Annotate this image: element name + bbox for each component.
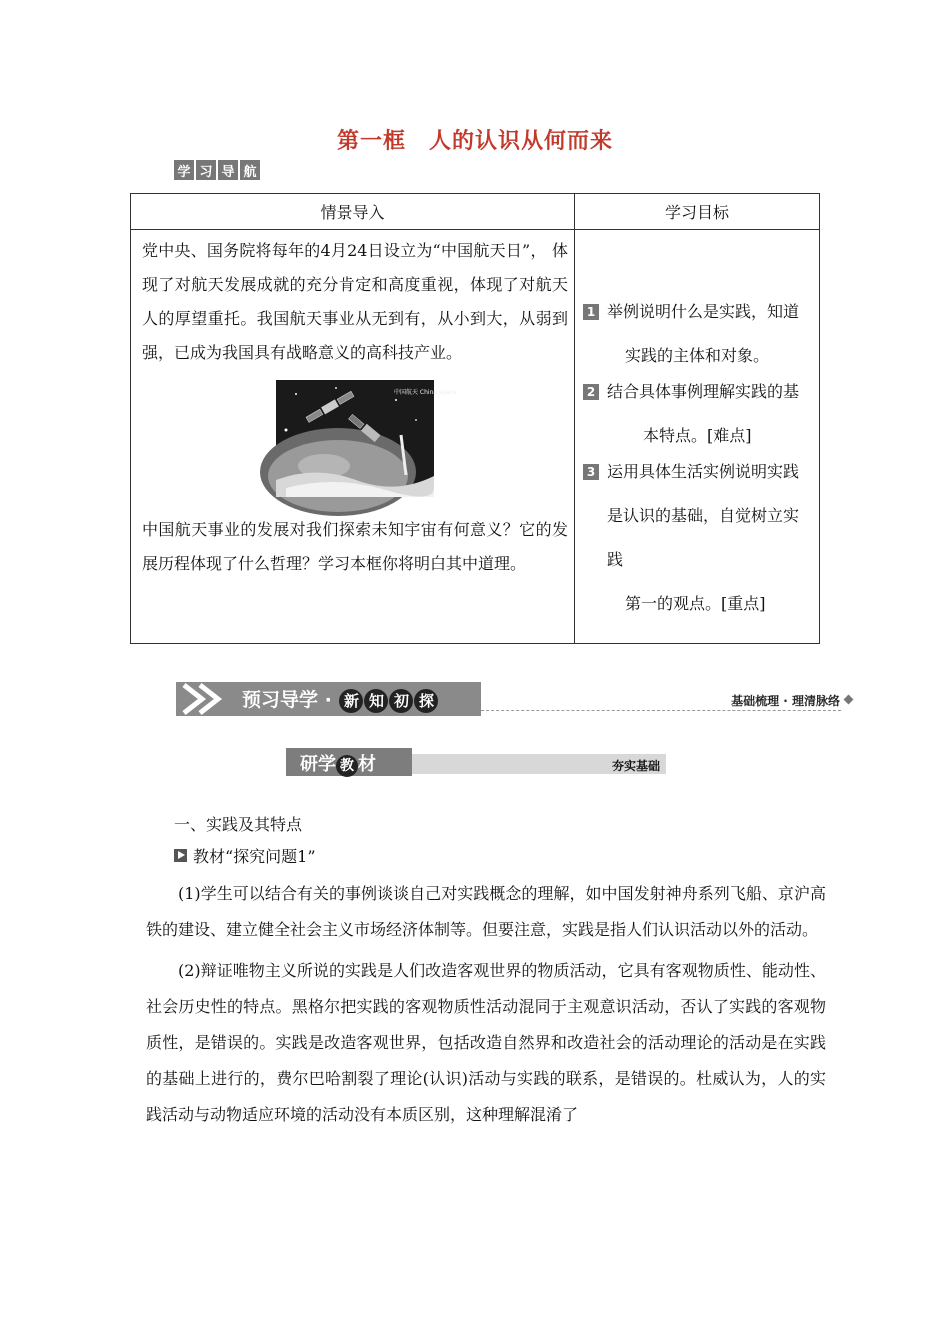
double-chevron-icon — [176, 682, 236, 716]
diamond-icon — [844, 695, 854, 705]
intro-text: 党中央、国务院将每年的4月24日设立为“中国航天日”， 体现了对航天发展成就的充分肯定和高度重视，体现了对航天人的厚望重托。我国航天事业从无到有，从小到大，从弱到强，已成为我国具有战略意义的高科技产业。 — [142, 241, 568, 362]
paragraph: (2)辩证唯物主义所说的实践是人们改造客观世界的物质活动，它具有客观物质性、能动性、社会历史性的特点。黑格尔把实践的客观物质性活动混同于主观意识活动，否认了实践的客观物质性，是错误的。实践是改造客观世界，包括改造自然界和改造社会的活动理论的活动是在实践的基础上进行的，费尔巴哈割裂了理论(认识)活动与实践的联系，是错误的。杜威认为，人的实践活动与动物适应环境的活动没有本质区别，这种理解混淆了 — [146, 961, 826, 1124]
badge-char: 习 — [196, 160, 216, 180]
goal-text: 本特点。[难点] — [643, 426, 752, 445]
material-label: 教材“探究问题1” — [193, 847, 316, 866]
badge-char: 航 — [240, 160, 260, 180]
goal-text: 实践的主体和对象。 — [625, 346, 770, 365]
banner-char: 初 — [389, 689, 413, 713]
header-scenario: 情景导入 — [131, 194, 575, 230]
goal-text: 举例说明什么是实践，知道 — [607, 302, 800, 321]
sub-banner-title-a: 研学 — [300, 754, 336, 775]
study-guide-badge — [174, 160, 260, 180]
space-image — [276, 380, 457, 497]
paragraph: (1)学生可以结合有关的事例谈谈自己对实践概念的理解，如中国发射神舟系列飞船、京沪高铁的建设、建立健全社会主义市场经济体制等。但要注意，实践是指人们认识活动以外的活动。 — [146, 884, 826, 939]
header-goals: 学习目标 — [575, 194, 820, 230]
sub-banner-subtitle: 夯实基础 — [611, 759, 660, 773]
banner-subtitle: 基础梳理 · 理清脉络 — [731, 694, 840, 708]
play-icon — [174, 849, 187, 862]
goal-item — [583, 450, 811, 626]
study-guide-table — [130, 193, 820, 644]
sub-banner-char: 教 — [336, 755, 358, 777]
badge-char: 导 — [218, 160, 238, 180]
sub-banner-title-b: 材 — [358, 754, 376, 775]
badge-char: 学 — [174, 160, 194, 180]
sub-banner-bar — [286, 748, 412, 776]
image-caption: 中国航天 China space — [394, 389, 457, 396]
goal-number-icon: 1 — [583, 304, 599, 320]
page-title: 第一框 人的认识从何而来 — [336, 129, 613, 154]
banner-title-a: 预习导学 · — [242, 689, 339, 711]
goal-text: 是认识的基础，自觉树立实践 — [607, 506, 800, 569]
study-material-banner — [286, 748, 666, 776]
body-text — [146, 876, 826, 1138]
banner-char: 探 — [414, 689, 438, 713]
sub-banner-title — [300, 750, 376, 777]
goal-text: 结合具体事例理解实践的基 — [607, 382, 800, 401]
banner-bar — [176, 682, 481, 716]
goal-item — [583, 290, 811, 378]
banner-char: 新 — [339, 689, 363, 713]
section-heading: 一、实践及其特点 — [174, 815, 303, 834]
banner-char: 知 — [364, 689, 388, 713]
goal-text: 运用具体生活实例说明实践 — [607, 462, 800, 481]
goal-item — [583, 370, 811, 458]
goal-number-icon: 2 — [583, 384, 599, 400]
goal-number-icon: 3 — [583, 464, 599, 480]
question-text: 中国航天事业的发展对我们探索未知宇宙有何意义？它的发展历程体现了什么哲理？学习本框你将明白其中道理。 — [142, 520, 568, 573]
material-label-row — [174, 844, 316, 867]
goals-cell — [575, 230, 820, 644]
banner-dashed-line — [481, 710, 841, 711]
scenario-cell — [131, 230, 575, 644]
goal-text: 第一的观点。[重点] — [625, 594, 766, 613]
preview-banner — [176, 682, 848, 716]
banner-title — [242, 685, 438, 713]
